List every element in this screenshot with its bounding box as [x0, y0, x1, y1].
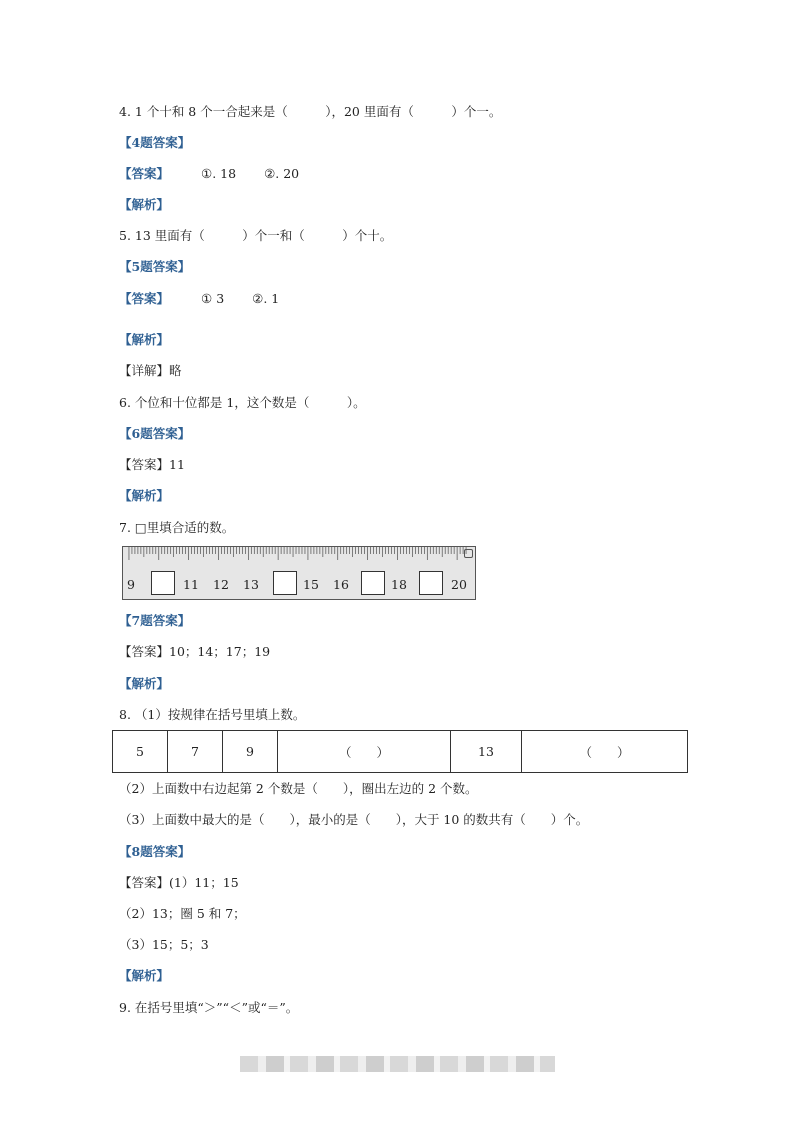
question-8-part-2: （2）上面数中右边起第 2 个数是（ ），圈出左边的 2 个数。 [119, 781, 478, 796]
ruler-blank-box[interactable] [361, 571, 385, 595]
question-4-answer [119, 166, 299, 182]
answer-label: 【答案】 [119, 166, 170, 181]
question-4-answer-heading: 【4题答案】 [119, 135, 191, 150]
question-8-part-3: （3）上面数中最大的是（ ），最小的是（ ），大于 10 的数共有（ ）个。 [119, 812, 589, 827]
ruler-number: 9 [127, 577, 135, 592]
question-5-text: 5. 13 里面有（ ）个一和（ ）个十。 [119, 228, 393, 243]
answer-value-2: ②. 1 [252, 291, 280, 306]
question-7-answer-heading: 【7题答案】 [119, 613, 191, 628]
ruler-blank-box[interactable] [419, 571, 443, 595]
table-cell-blank[interactable]: （ ） [278, 731, 451, 773]
question-5-answer [119, 291, 279, 307]
question-8-answer-1 [119, 875, 239, 891]
ruler-ticks [123, 547, 475, 561]
blurred-footer-watermark [240, 1056, 555, 1072]
question-5-analysis: 【解析】 [119, 332, 170, 347]
question-4-analysis: 【解析】 [119, 197, 170, 212]
answer-label: 【答案】 [119, 291, 170, 306]
question-8-answer-3: （3）15；5；3 [119, 937, 209, 952]
table-cell: 9 [223, 731, 278, 773]
question-5-answer-heading: 【5题答案】 [119, 259, 191, 274]
ruler-number: 12 [213, 577, 229, 592]
question-7-answer: 【答案】10；14；17；19 [119, 644, 271, 659]
question-6-analysis: 【解析】 [119, 488, 170, 503]
sequence-table [112, 730, 688, 773]
question-8-answer-heading: 【8题答案】 [119, 844, 191, 859]
ruler-blank-box[interactable] [273, 571, 297, 595]
question-6-answer: 【答案】11 [119, 457, 185, 472]
question-5-detail: 【详解】略 [119, 363, 182, 378]
answer-value-1: ①. 18 [201, 166, 237, 181]
ruler-number: 20 [451, 577, 467, 592]
table-cell: 7 [168, 731, 223, 773]
question-8-analysis: 【解析】 [119, 968, 170, 983]
table-row [113, 731, 688, 773]
ruler-hook-icon [464, 549, 473, 558]
question-8-answer-2: （2）13；圈 5 和 7； [119, 906, 246, 921]
ruler-blank-box[interactable] [151, 571, 175, 595]
question-6-answer-heading: 【6题答案】 [119, 426, 191, 441]
table-cell: 13 [451, 731, 522, 773]
table-cell-blank[interactable]: （ ） [522, 731, 688, 773]
answer-text: 【答案】(1）11；15 [119, 875, 239, 890]
ruler-number: 11 [183, 577, 199, 592]
question-7-analysis: 【解析】 [119, 676, 170, 691]
ruler-figure [122, 546, 476, 600]
ruler-number: 18 [391, 577, 407, 592]
question-9-text: 9. 在括号里填“＞”“＜”或“＝”。 [119, 1000, 299, 1015]
ruler-number: 15 [303, 577, 319, 592]
ruler-number: 16 [333, 577, 349, 592]
table-cell: 5 [113, 731, 168, 773]
question-6-text: 6. 个位和十位都是 1，这个数是（ ）。 [119, 395, 366, 410]
answer-value-1: ① 3 [201, 291, 225, 306]
question-4-text: 4. 1 个十和 8 个一合起来是（ ），20 里面有（ ）个一。 [119, 104, 502, 119]
question-8-text: 8. （1）按规律在括号里填上数。 [119, 707, 306, 722]
answer-value-2: ②. 20 [264, 166, 300, 181]
ruler-number: 13 [243, 577, 259, 592]
question-7-text: 7. □里填合适的数。 [119, 520, 235, 535]
